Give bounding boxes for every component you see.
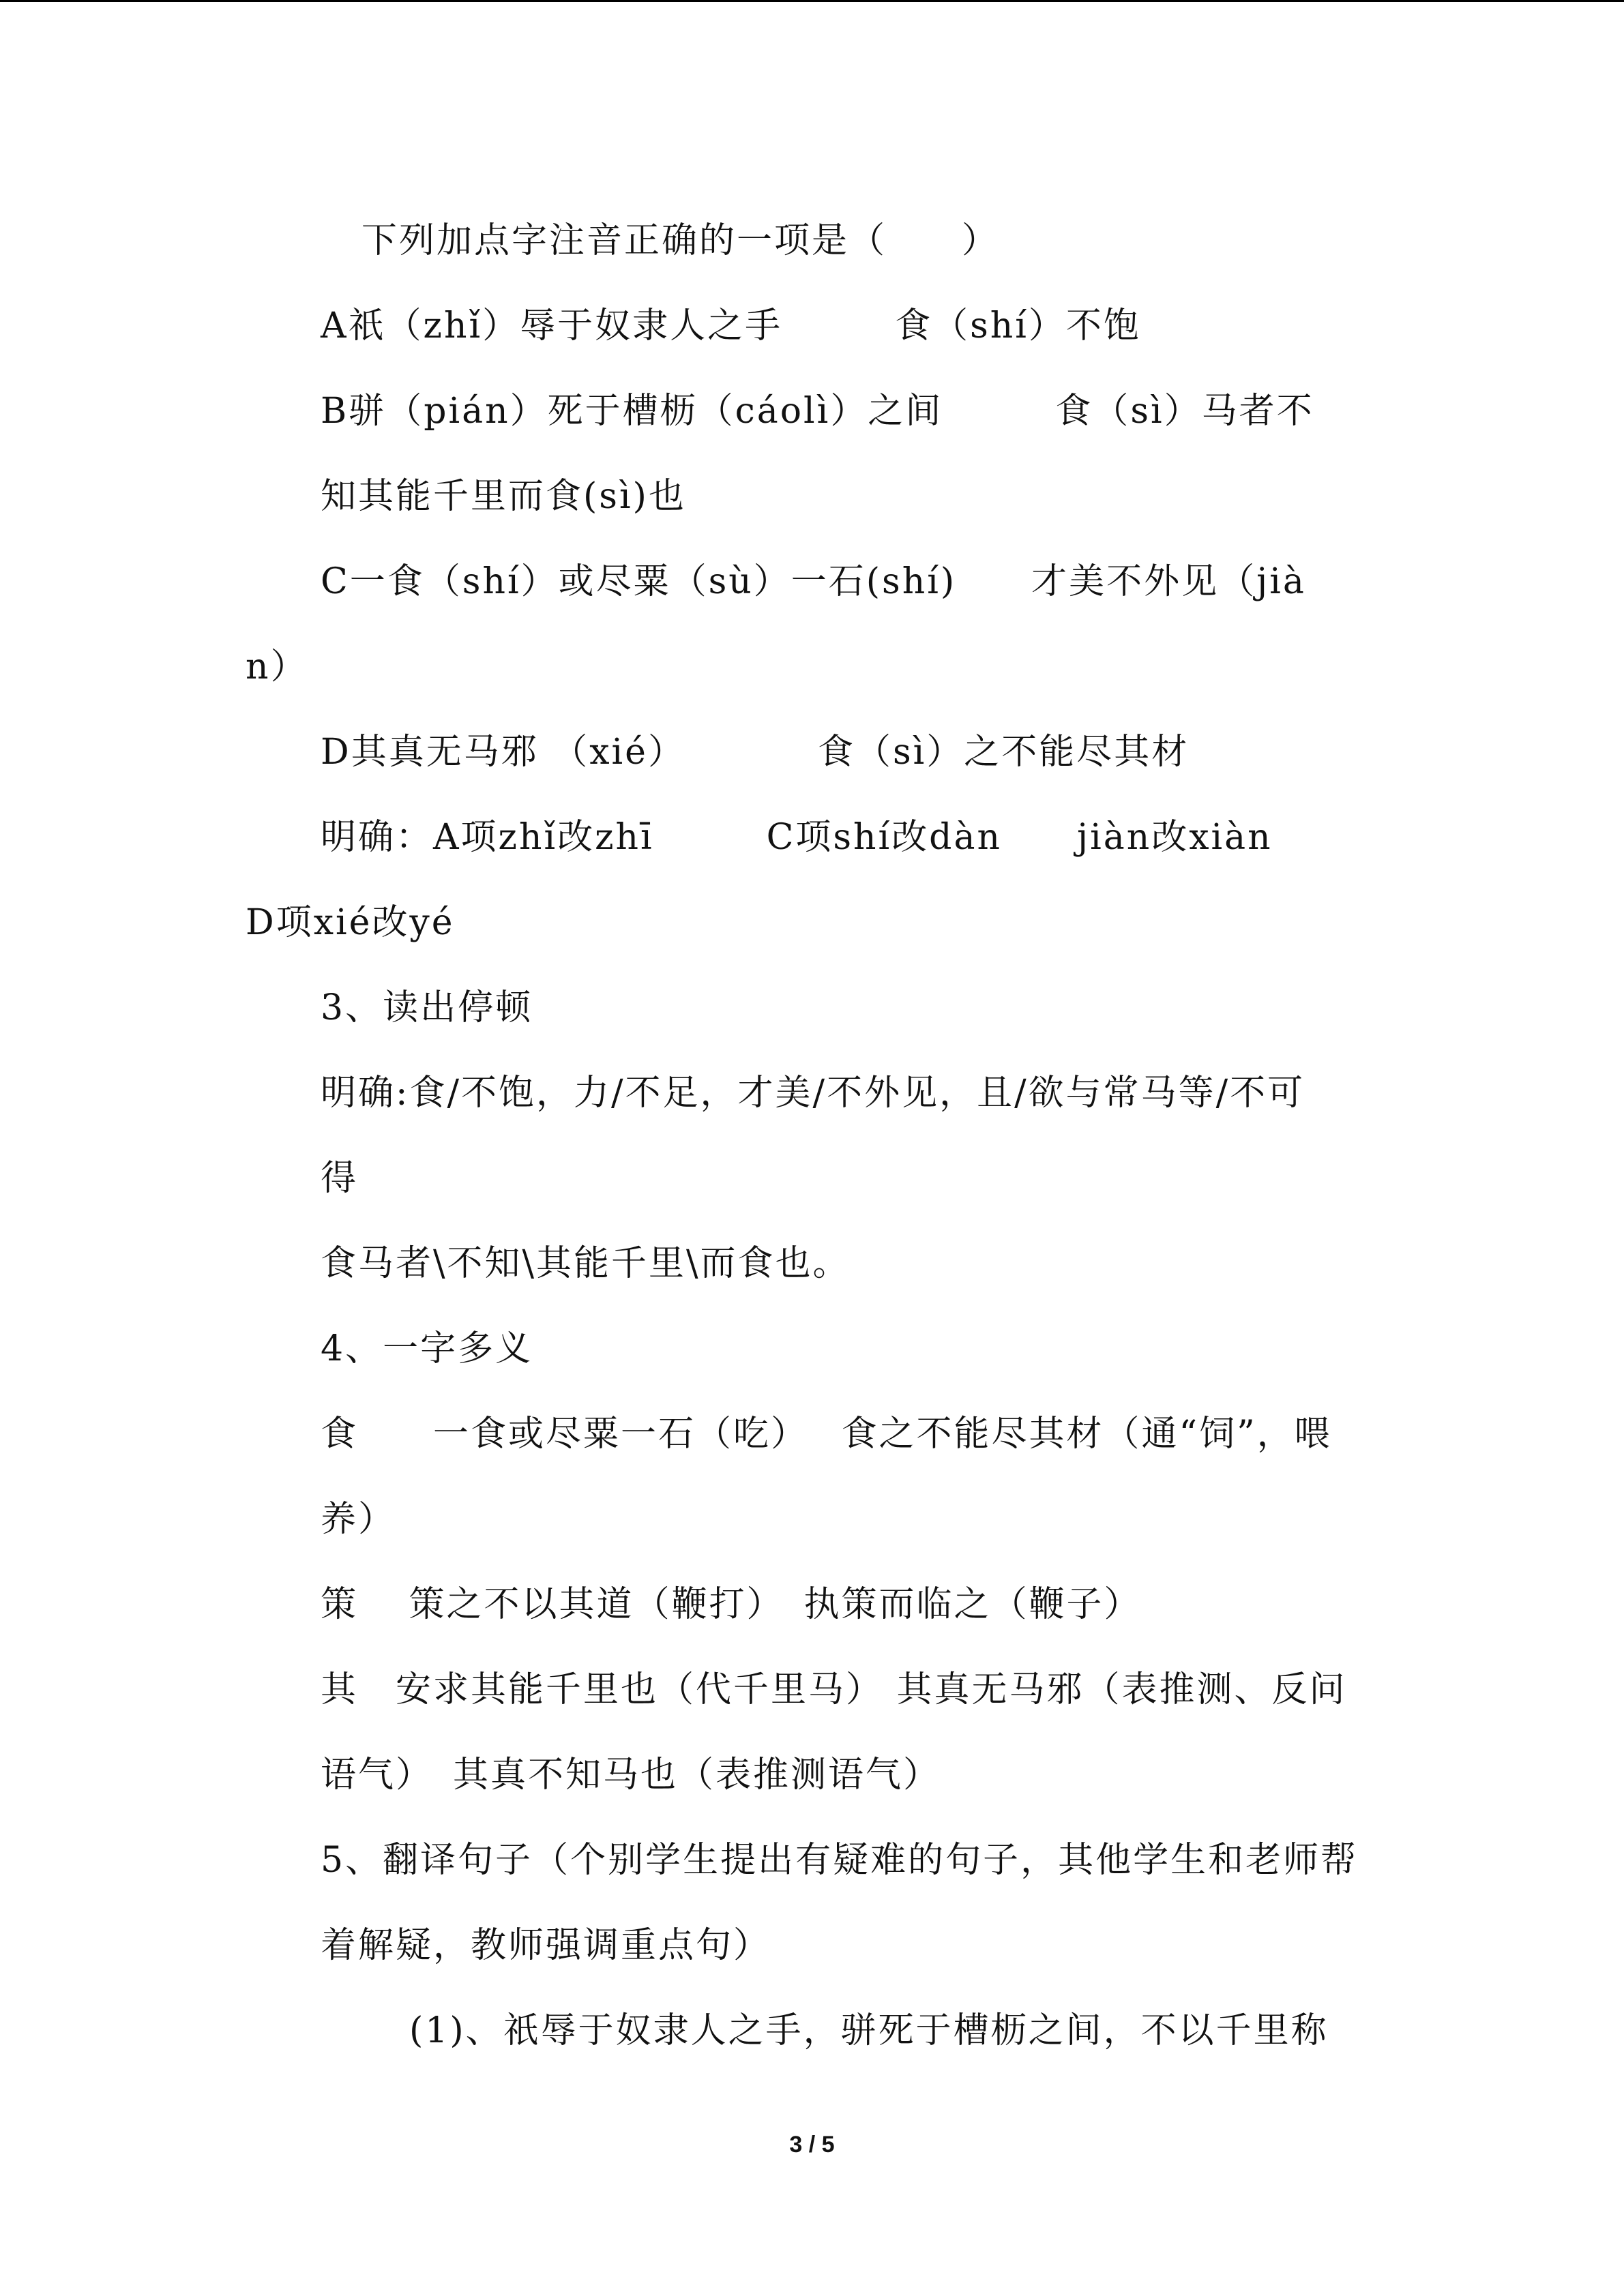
text-line: D项xié改yé	[246, 902, 455, 943]
text-line: 得	[321, 1158, 359, 1199]
section-heading: 3、读出停顿	[321, 987, 533, 1028]
text-line: A祇（zhǐ）辱于奴隶人之手 食（shí）不饱	[321, 305, 1141, 346]
text-line: n）	[246, 646, 308, 687]
text-line: (1)、祇辱于奴隶人之手，骈死于槽枥之间，不以千里称	[409, 2010, 1329, 2051]
text-line: 知其能千里而食(sì)也	[321, 476, 686, 517]
text-line: B骈（pián）死于槽枥（cáolì）之间 食（sì）马者不	[321, 391, 1314, 432]
text-line: 策 策之不以其道（鞭打） 执策而临之（鞭子）	[321, 1584, 1142, 1625]
section-heading: 4、一字多义	[321, 1328, 533, 1369]
text-line: 明确：A项zhǐ改zhī C项shí改dàn jiàn改xiàn	[321, 817, 1273, 858]
text-line: 其 安求其能千里也（代千里马） 其真无马邪（表推测、反问	[321, 1669, 1347, 1710]
text-line: C一食（shí）或尽粟（sù）一石(shí) 才美不外见（jià	[321, 561, 1306, 602]
text-line: D其真无马邪 （xié） 食（sì）之不能尽其材	[321, 732, 1190, 773]
section-heading: 5、翻译句子（个别学生提出有疑难的句子，其他学生和老师帮	[321, 1840, 1359, 1881]
text-line: 食 一食或尽粟一石（吃） 食之不能尽其材（通“饲”，喂	[321, 1414, 1332, 1455]
text-line: 着解疑，教师强调重点句）	[321, 1925, 771, 1966]
text-line: 明确:食/不饱，力/不足，才美/不外见，且/欲与常马等/不可	[321, 1073, 1305, 1114]
text-line: 食马者\不知\其能千里\而食也。	[321, 1243, 851, 1284]
page-number: 3 / 5	[789, 2132, 835, 2158]
text-line: 下列加点字注音正确的一项是（ ）	[361, 220, 1000, 261]
text-line: 语气） 其真不知马也（表推测语气）	[321, 1755, 941, 1795]
text-line: 养）	[321, 1499, 396, 1540]
